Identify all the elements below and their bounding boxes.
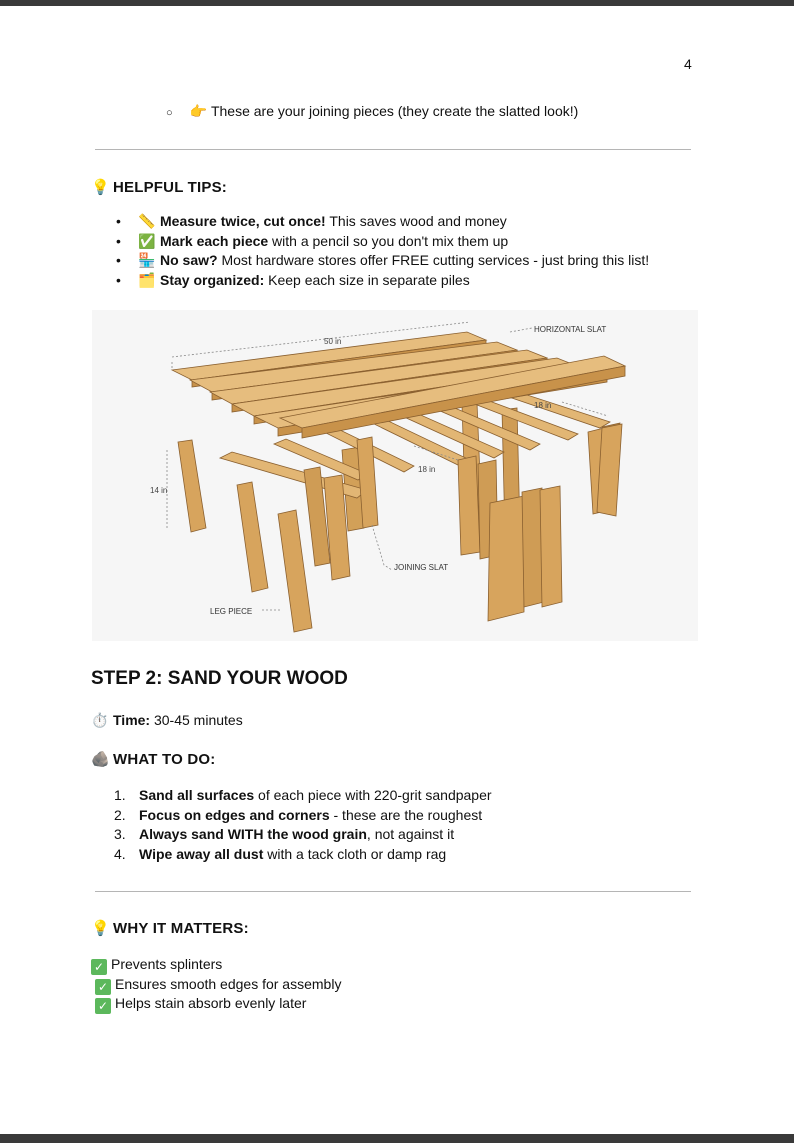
folder-icon: 🗂️ <box>138 271 156 288</box>
width-dimension-label: 50 in <box>324 337 342 346</box>
mid-depth-dimension-label: 18 in <box>418 465 436 474</box>
list-item: • 🏪 No saw? Most hardware stores offer FREE cutting services - just bring this list! <box>116 252 650 268</box>
pointing-hand-icon: 👉 <box>189 103 208 119</box>
list-item: ✓ Helps stain absorb evenly later <box>91 995 341 1015</box>
checkmark-icon: ✓ <box>95 979 111 995</box>
list-item: 3. Always sand WITH the wood grain, not against it <box>114 826 455 842</box>
why-list <box>91 956 341 1015</box>
height-dimension-label: 14 in <box>150 486 168 495</box>
store-icon: 🏪 <box>138 252 156 268</box>
why-it-matters-heading: 💡 WHY IT MATTERS: <box>91 920 249 937</box>
list-item: ✓ Ensures smooth edges for assembly <box>91 976 341 996</box>
tips-list <box>91 213 649 291</box>
horizontal-slats <box>172 332 625 438</box>
time-estimate: ⏱️ Time: 30-45 minutes <box>91 712 243 728</box>
depth-dimension-label: 18 in <box>534 401 552 410</box>
list-item: • 🗂️ Stay organized: Keep each size in separate piles <box>116 271 470 288</box>
ruler-icon: 📏 <box>138 213 156 229</box>
lightbulb-icon: 💡 <box>91 179 110 196</box>
section-divider <box>95 891 691 892</box>
table-diagram <box>92 310 698 641</box>
list-item: 2. Focus on edges and corners - these are the roughest <box>114 806 483 823</box>
leg-piece-label: LEG PIECE <box>210 607 253 616</box>
hollow-bullet-icon: ○ <box>166 107 173 119</box>
helpful-tips-heading <box>91 178 227 196</box>
joining-pieces-subitem <box>166 103 578 120</box>
document-page <box>0 6 794 1134</box>
joining-slat-label: JOINING SLAT <box>394 563 449 572</box>
horizontal-slat-label: HORIZONTAL SLAT <box>534 325 607 334</box>
viewer-bottom-bar <box>0 1134 794 1143</box>
subitem-text: These are your joining pieces (they create the slatted look!) <box>210 103 579 119</box>
what-to-do-heading: 🪨 WHAT TO DO: <box>91 751 216 768</box>
list-item: ✓ Prevents splinters <box>91 956 341 976</box>
list-item: • ✅ Mark each piece with a pencil so you don't mix them up <box>116 232 509 249</box>
checkmark-icon: ✅ <box>138 232 156 249</box>
checkmark-icon: ✓ <box>95 998 111 1014</box>
sanding-steps-list <box>91 787 492 865</box>
lightbulb-icon: 💡 <box>91 920 110 937</box>
page-number: 4 <box>684 56 692 72</box>
list-item: 4. Wipe away all dust with a tack cloth or damp rag <box>114 845 447 862</box>
rock-icon: 🪨 <box>91 751 110 768</box>
stopwatch-icon: ⏱️ <box>91 712 109 728</box>
step-2-title: STEP 2: SAND YOUR WOOD <box>91 668 348 689</box>
helpful-tips-title: HELPFUL TIPS: <box>113 179 227 196</box>
checkmark-icon: ✓ <box>91 959 107 975</box>
table-diagram-svg <box>92 310 698 641</box>
list-item: 1. Sand all surfaces of each piece with 220-grit sandpaper <box>114 787 492 803</box>
list-item: • 📏 Measure twice, cut once! This saves wood and money <box>116 213 507 229</box>
section-divider <box>95 149 691 150</box>
